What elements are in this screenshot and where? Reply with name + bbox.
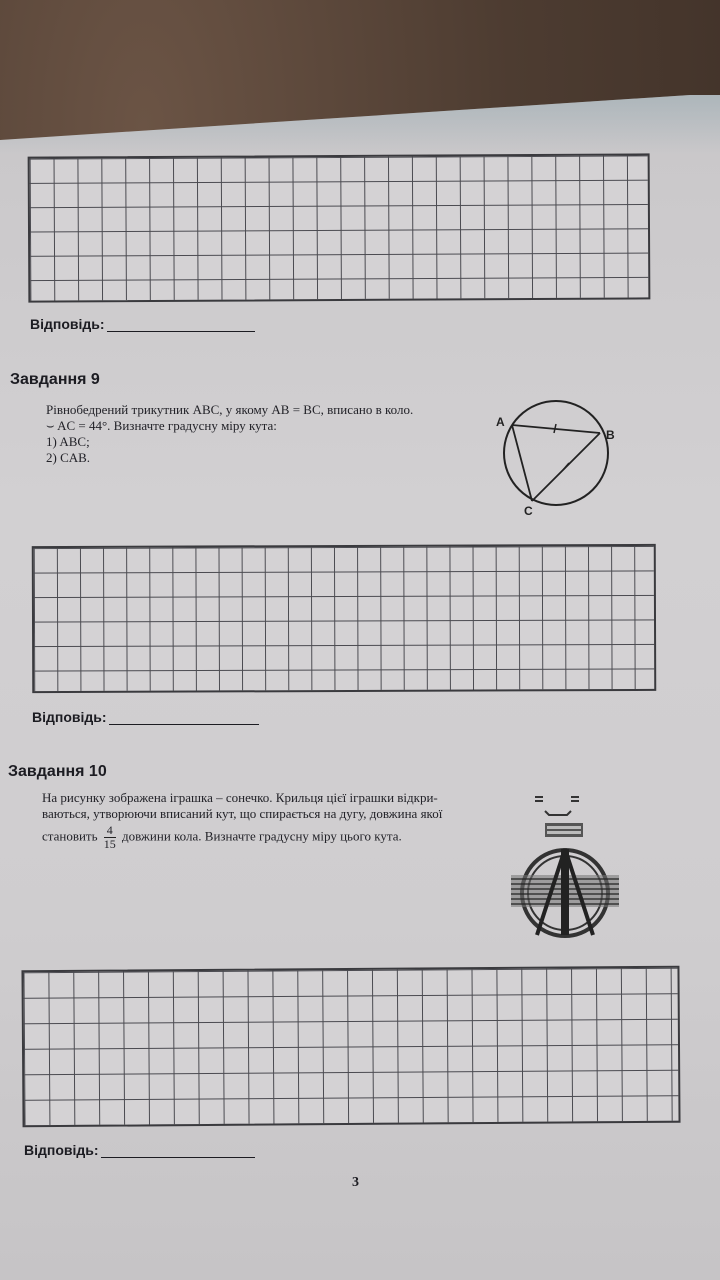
task9-title: Завдання 9	[10, 371, 100, 388]
page-number: 3	[352, 1175, 359, 1190]
answer-line[interactable]	[109, 710, 259, 725]
answer-grid-task9[interactable]	[32, 544, 657, 693]
vertex-b-label: B	[606, 428, 615, 442]
task9-item1: 1) ABC;	[46, 434, 90, 449]
answer-grid-task10[interactable]	[21, 966, 680, 1128]
task10-line1: На рисунку зображена іграшка – сонечко. Крильця цієї іграшки відкри-	[42, 790, 438, 805]
task9-circle-figure	[490, 395, 620, 520]
task9-line2: ⌣ AC = 44°. Визначте градусну міру кута:	[46, 418, 277, 433]
vertex-a-label: A	[496, 415, 505, 429]
answer-line[interactable]	[107, 317, 255, 332]
vertex-c-label: C	[524, 504, 533, 518]
task9-line1: Рівнобедрений трикутник ABC, у якому AB = BC, вписано в коло.	[46, 402, 414, 417]
answer-label-task10: Відповідь:	[24, 1142, 255, 1158]
task9-text	[46, 402, 496, 466]
task10-title: Завдання 10	[8, 763, 107, 780]
answer-label-task8: Відповідь:	[30, 316, 255, 332]
task10-line3: становить $\frac{4}{15}$ довжини кола. Визначте градусну міру цього кута.	[42, 823, 402, 851]
answer-line[interactable]	[101, 1143, 255, 1158]
fraction-4-15: $\frac{4}{15}$	[103, 823, 116, 851]
ladybug-toy-figure	[505, 785, 625, 940]
task10-line2: ваються, утворюючи вписаний кут, що спирається на дугу, довжина якої	[42, 806, 443, 821]
task10-text	[42, 790, 512, 851]
answer-grid-task8[interactable]	[28, 153, 651, 302]
answer-label-task9: Відповідь:	[32, 709, 259, 725]
task9-item2: 2) CAB.	[46, 450, 91, 465]
